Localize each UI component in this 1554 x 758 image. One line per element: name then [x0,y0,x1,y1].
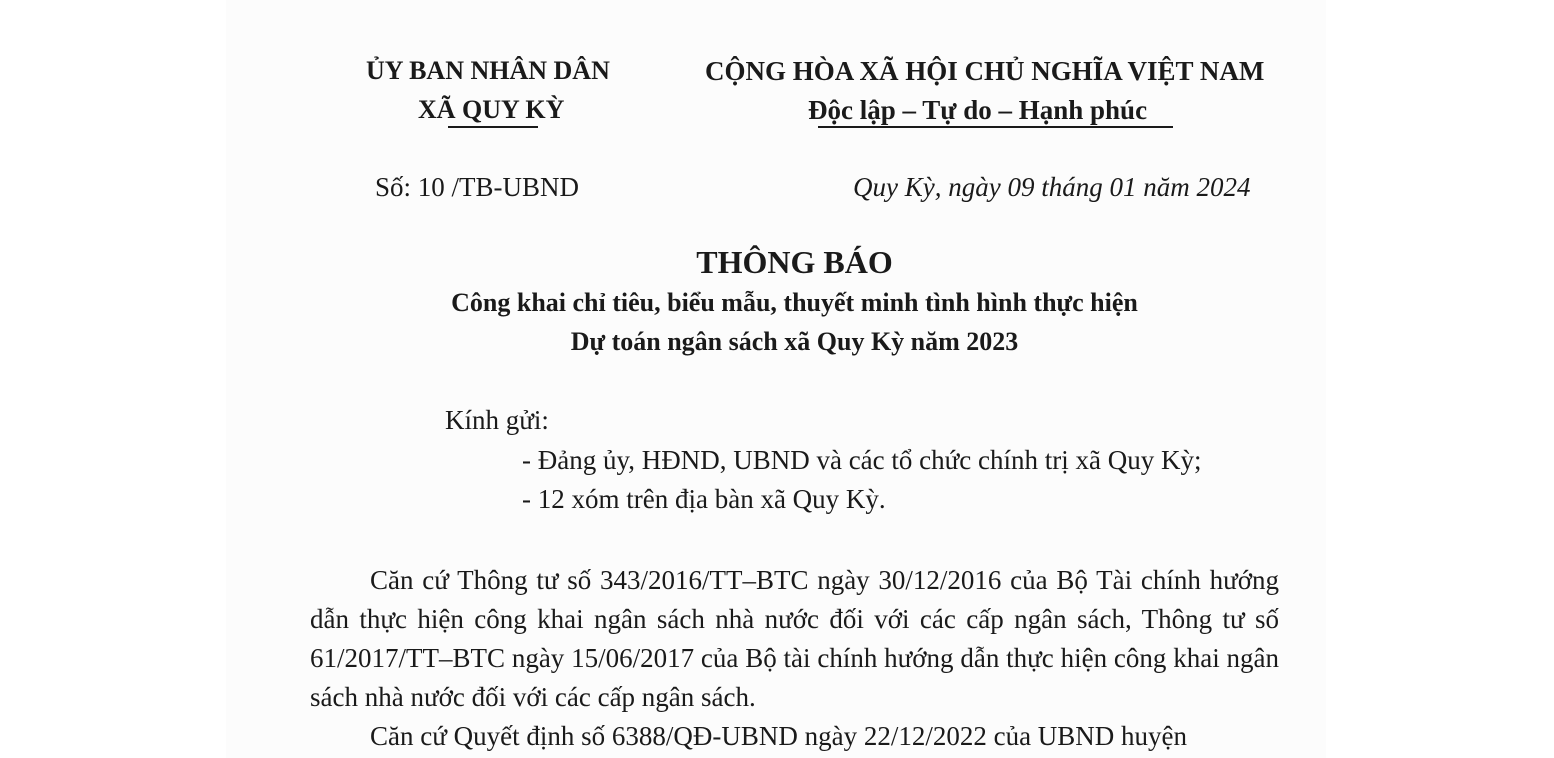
place-date: Quy Kỳ, ngày 09 tháng 01 năm 2024 [853,172,1251,202]
recipient-label: Kính gửi: [445,405,549,435]
document-subtitle-line2: Dự toán ngân sách xã Quy Kỳ năm 2023 [570,327,1019,356]
document-subtitle-line1: Công khai chỉ tiêu, biểu mẫu, thuyết minh tình hình thực hiện [451,288,1138,317]
recipient-item: - Đảng ủy, HĐND, UBND và các tổ chức chính trị xã Quy Kỳ; [522,445,1202,475]
agency-underline [448,126,538,128]
recipient-item: - 12 xóm trên địa bàn xã Quy Kỳ. [522,484,886,514]
document-title: THÔNG BÁO [696,244,893,280]
national-title: CỘNG HÒA XÃ HỘI CHỦ NGHĨA VIỆT NAM [705,56,1265,86]
body-paragraph: Căn cứ Quyết định số 6388/QĐ-UBND ngày 22/12/2022 của UBND huyện [370,721,1188,751]
document-body [310,561,1279,756]
agency-name: ỦY BAN NHÂN DÂN [366,56,610,85]
national-motto: Độc lập – Tự do – Hạnh phúc [808,95,1148,125]
body-paragraph: Căn cứ Thông tư số 343/2016/TT–BTC ngày 30/12/2016 của Bộ Tài chính hướng dẫn thực hiện công khai ngân sách nhà nước đối với các cấp ngân sách, Thông tư số 61/2017/TT–BTC ngày 15/06/2017 của Bộ tài chính hướng dẫn thực hiện công khai ngân sách nhà nước đối với các cấp ngân sách. [310,565,1279,712]
agency-subunit: XÃ QUY KỲ [418,95,565,124]
document-number: Số: 10 /TB-UBND [375,172,580,202]
motto-underline [818,126,1173,128]
